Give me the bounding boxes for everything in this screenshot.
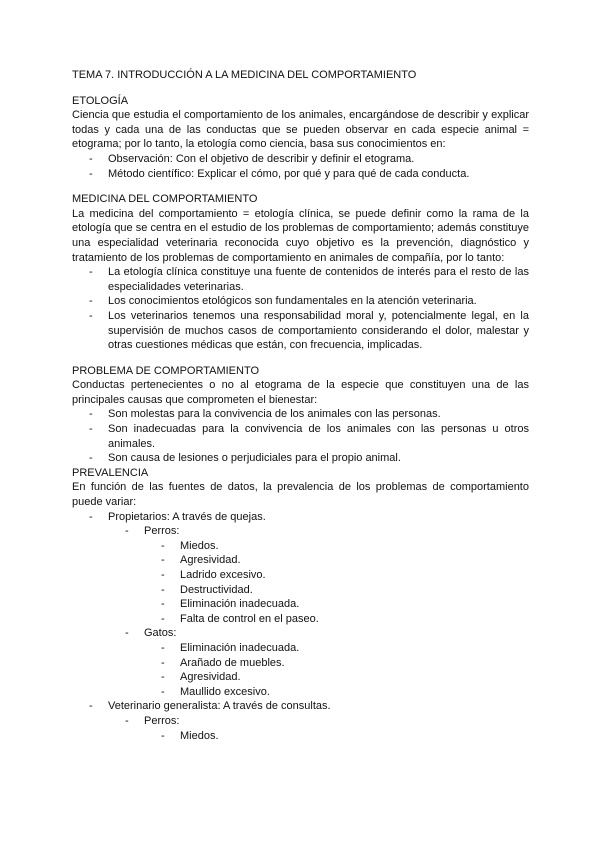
list-item: - Agresividad.: [144, 553, 529, 568]
list-item: - Los veterinarios tenemos una responsabilidad moral y, potencialmente legal, en la supervisión de muchos casos de comportamiento considerando el dolor, malestar y otras cuestiones médicas que están, con frecuencia, implicadas.: [72, 309, 529, 353]
bullet-list: [72, 407, 529, 465]
section-paragraph: La medicina del comportamiento = etología clínica, se puede definir como la rama de la etología que se centra en el estudio de los problemas de comportamiento; además constituye una especialidad veterinaria reconocida cuyo objetivo es la prevención, diagnóstico y tratamiento de los problemas de comportamiento en animales de compañía, por lo tanto:: [72, 207, 529, 264]
sub-list: [108, 714, 529, 743]
list-item: - Arañado de muebles.: [144, 656, 529, 671]
list-item-label: Propietarios: A través de quejas.: [108, 510, 266, 523]
list-item: - Agresividad.: [144, 670, 529, 685]
list-item: - Son molestas para la convivencia de los animales con las personas.: [72, 407, 529, 422]
list-item-gatos: [108, 626, 529, 699]
list-item: - La etología clínica constituye una fuente de contenidos de interés para el resto de las especialidades veterinarias.: [72, 265, 529, 294]
section-heading: MEDICINA DEL COMPORTAMIENTO: [72, 193, 258, 206]
sub-sub-list: [144, 641, 529, 699]
list-item: - Son causa de lesiones o perjudiciales para el propio animal.: [72, 451, 529, 466]
sub-sub-list: [144, 729, 529, 744]
list-item: - Son inadecuadas para la convivencia de los animales con las personas u otros animales.: [72, 422, 529, 451]
list-item-propietarios: [72, 510, 529, 700]
section-heading: PREVALENCIA: [72, 466, 149, 479]
list-item-perros: [108, 714, 529, 743]
list-item: - Ladrido excesivo.: [144, 568, 529, 583]
section-paragraph: Ciencia que estudia el comportamiento de los animales, encargándose de describir y explicar todas y cada una de las conductas que se pueden observar en cada especie animal = etograma; por lo tanto, la etología como ciencia, basa sus conocimientos en:: [72, 109, 529, 151]
section-medicina: [72, 192, 529, 353]
bullet-list: [72, 152, 529, 181]
section-etologia: [72, 94, 529, 182]
list-item-perros: [108, 524, 529, 626]
section-heading: PROBLEMA DE COMPORTAMIENTO: [72, 364, 260, 377]
list-item: - Destructividad.: [144, 583, 529, 598]
list-item-label: Gatos:: [144, 627, 177, 640]
list-item-label: Veterinario generalista: A través de consultas.: [108, 700, 331, 713]
list-item: - Eliminación inadecuada.: [144, 641, 529, 656]
list-item-label: Perros:: [144, 525, 180, 538]
list-item: - Miedos.: [144, 729, 529, 744]
bullet-list: [72, 510, 529, 744]
list-item: - Miedos.: [144, 539, 529, 554]
section-heading: ETOLOGÍA: [72, 94, 129, 107]
section-prevalencia: [72, 466, 529, 743]
sub-list: [108, 524, 529, 699]
list-item: - Eliminación inadecuada.: [144, 597, 529, 612]
list-item-label: Perros:: [144, 714, 180, 727]
list-item: - Método científico: Explicar el cómo, por qué y para qué de cada conducta.: [72, 167, 529, 182]
list-item: - Los conocimientos etológicos son fundamentales en la atención veterinaria.: [72, 294, 529, 309]
list-item: - Falta de control en el paseo.: [144, 612, 529, 627]
document-page: [72, 68, 529, 743]
section-paragraph: En función de las fuentes de datos, la prevalencia de los problemas de comportamiento puede variar:: [72, 481, 529, 509]
list-item-veterinario: [72, 699, 529, 743]
list-item: - Observación: Con el objetivo de describir y definir el etograma.: [72, 152, 529, 167]
bullet-list: [72, 265, 529, 353]
page-title: TEMA 7. INTRODUCCIÓN A LA MEDICINA DEL COMPORTAMIENTO: [72, 69, 417, 81]
section-paragraph: Conductas pertenecientes o no al etograma de la especie que constituyen una de las principales causas que comprometen el bienestar:: [72, 379, 529, 406]
sub-sub-list: [144, 539, 529, 627]
list-item: - Maullido excesivo.: [144, 685, 529, 700]
section-problema: [72, 364, 529, 466]
